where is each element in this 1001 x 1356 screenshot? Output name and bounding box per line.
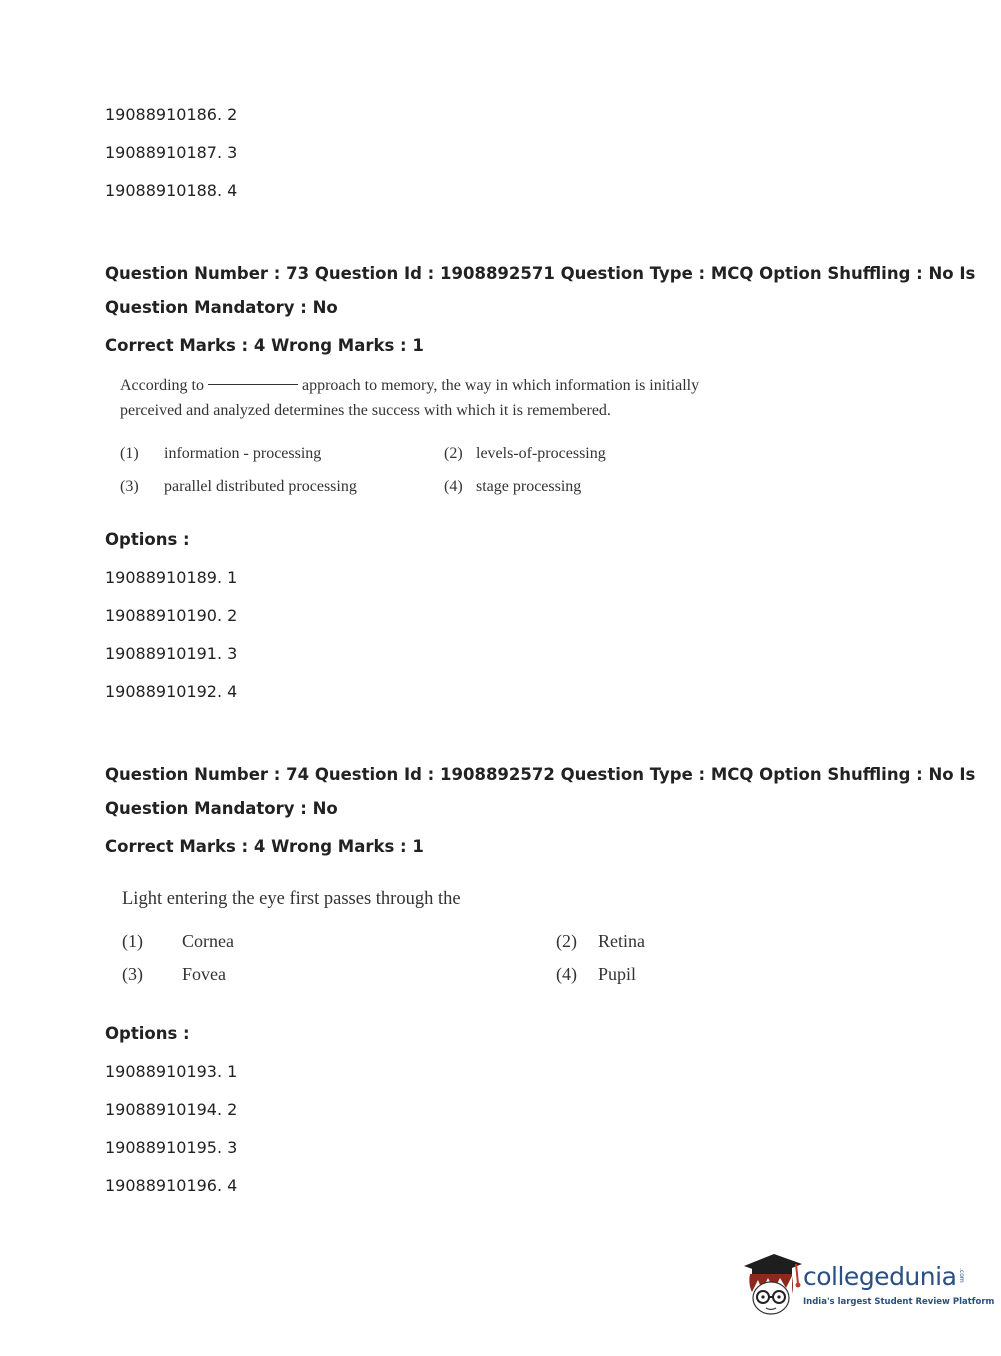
q73-choice-num: (3) [120,478,139,495]
q74-choice-num: (1) [122,931,143,951]
logo-domain: .com [958,1268,965,1283]
q74-choice-num: (2) [556,931,577,951]
q74-marks: Correct Marks : 4 Wrong Marks : 1 [105,837,424,856]
q74-question-text: Light entering the eye first passes through the [122,889,461,909]
option-item: 19088910193. 1 [105,1062,238,1081]
q73-header: Question Number : 73 Question Id : 1908892571 Question Type : MCQ Option Shuffling : No Is [105,264,976,283]
q74-options-label: Options : [105,1024,190,1043]
q73-choice-num: (4) [444,478,463,495]
option-item: 19088910196. 4 [105,1176,238,1195]
option-item: 19088910190. 2 [105,606,238,625]
option-item: 19088910195. 3 [105,1138,238,1157]
q74-choice-num: (4) [556,964,577,984]
q73-question-line1: According to approach to memory, the way in which information is initially [120,377,700,394]
q73-choice-text: levels-of-processing [476,445,606,462]
q73-options-label: Options : [105,530,190,549]
q73-choice-num: (2) [444,445,463,462]
q74-choice-text: Retina [598,931,645,951]
q74-mandatory: Question Mandatory : No [105,799,338,818]
q74-choice-text: Fovea [182,964,226,984]
q74-choice-num: (3) [122,964,143,984]
q74-choice-text: Cornea [182,931,234,951]
q73-marks: Correct Marks : 4 Wrong Marks : 1 [105,336,424,355]
q73-choice-text: stage processing [476,478,582,495]
option-item: 19088910191. 3 [105,644,238,663]
q73-question-line2: perceived and analyzed determines the success with which it is remembered. [120,402,611,419]
q74-choice-text: Pupil [598,964,637,984]
option-item: 19088910189. 1 [105,568,238,587]
q74-header: Question Number : 74 Question Id : 1908892572 Question Type : MCQ Option Shuffling : No Is [105,765,976,784]
logo-wordmark: collegedunia [803,1262,957,1291]
q73-mandatory: Question Mandatory : No [105,298,338,317]
option-item: 19088910188. 4 [105,181,238,200]
logo-tagline: India's largest Student Review Platform [803,1297,995,1307]
q73-choice-text: information - processing [164,445,322,462]
collegedunia-logo [740,1250,995,1322]
option-item: 19088910194. 2 [105,1100,238,1119]
q73-choice-num: (1) [120,445,139,462]
option-item: 19088910186. 2 [105,105,238,124]
option-item: 19088910192. 4 [105,682,238,701]
answer-blank [208,384,298,385]
mascot-icon [740,1250,804,1322]
q73-choice-text: parallel distributed processing [164,478,357,495]
option-item: 19088910187. 3 [105,143,238,162]
